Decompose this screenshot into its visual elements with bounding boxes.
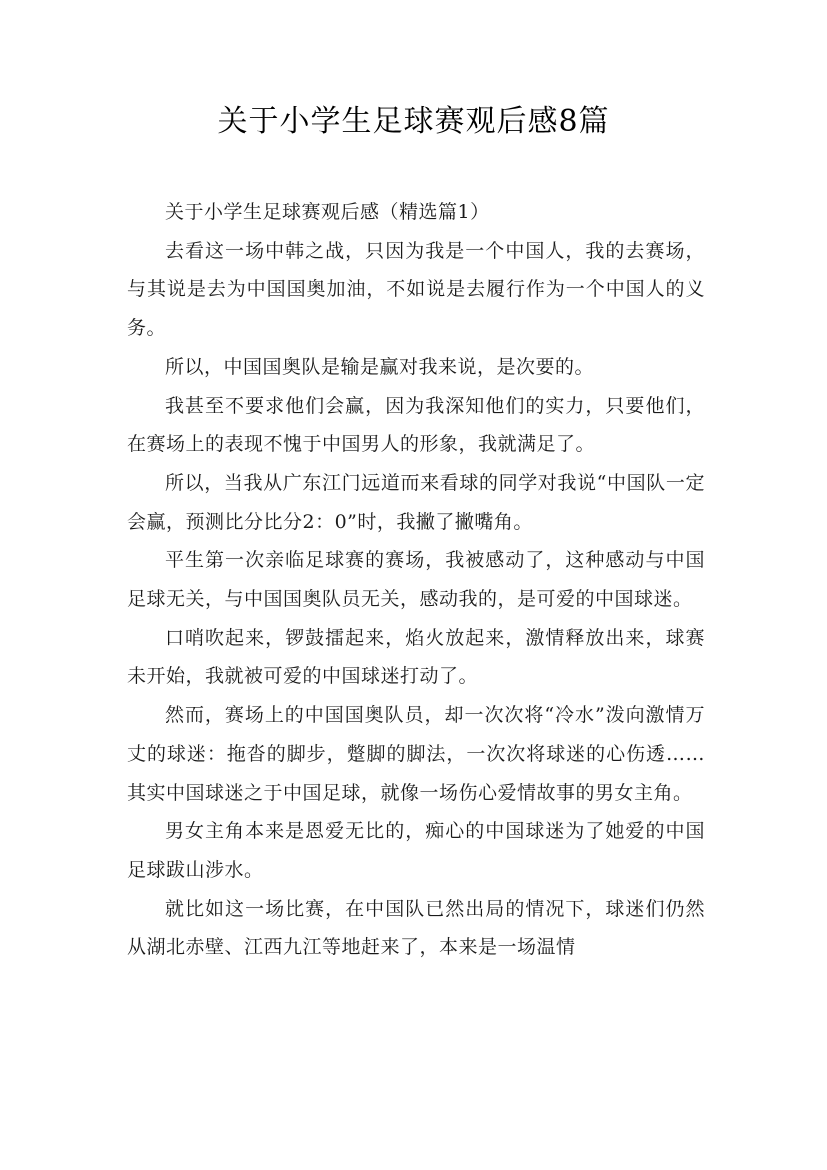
- paragraph: 我甚至不要求他们会赢，因为我深知他们的实力，只要他们，在赛场上的表现不愧于中国男人的形象，我就满足了。: [127, 394, 705, 456]
- document-body: [127, 193, 705, 967]
- paragraph: 然而，赛场上的中国国奥队员，却一次次将“冷水”泼向激情万丈的球迷：拖沓的脚步，蹩脚的脚法，一次次将球迷的心伤透……其实中国球迷之于中国足球，就像一场伤心爱情故事的男女主角。: [127, 704, 705, 804]
- paragraph: 去看这一场中韩之战，只因为我是一个中国人，我的去赛场，与其说是去为中国国奥加油，不如说是去履行作为一个中国人的义务。: [127, 239, 705, 340]
- section-heading: 关于小学生足球赛观后感（精选篇1）: [165, 201, 490, 223]
- paragraph: 平生第一次亲临足球赛的赛场，我被感动了，这种感动与中国足球无关，与中国国奥队员无关，感动我的，是可爱的中国球迷。: [127, 549, 705, 611]
- document-title: 关于小学生足球赛观后感8篇: [217, 104, 610, 139]
- paragraph: 就比如这一场比赛，在中国队已然出局的情况下，球迷们仍然从湖北赤壁、江西九江等地赶来了，本来是一场温情: [127, 897, 705, 959]
- paragraph: 男女主角本来是恩爱无比的，痴心的中国球迷为了她爱的中国足球跋山涉水。: [127, 820, 705, 881]
- paragraph: 所以，中国国奥队是输是赢对我来说，是次要的。: [165, 355, 595, 378]
- paragraph: 口哨吹起来，锣鼓擂起来，焰火放起来，激情释放出来，球赛未开始，我就被可爱的中国球迷打动了。: [127, 626, 705, 688]
- paragraph: 所以，当我从广东江门远道而来看球的同学对我说“中国队一定会赢，预测比分比分2：0”时，我撇了撇嘴角。: [127, 471, 705, 533]
